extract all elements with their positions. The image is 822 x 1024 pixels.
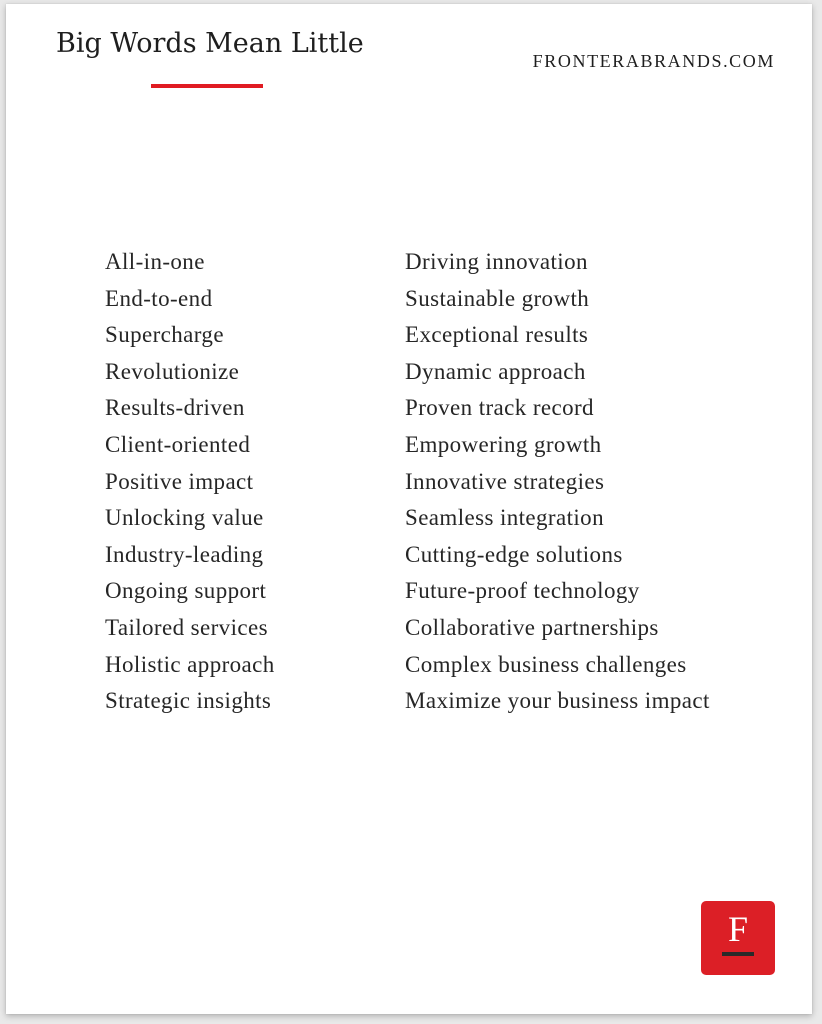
- logo-letter: F: [727, 909, 749, 949]
- buzzword-list-left: [105, 244, 275, 720]
- frontera-logo: [701, 901, 775, 975]
- list-item: Holistic approach: [105, 651, 275, 677]
- list-item: Complex business challenges: [405, 651, 687, 677]
- list-item: Revolutionize: [105, 358, 240, 384]
- list-item: Empowering growth: [405, 431, 602, 457]
- list-item: Seamless integration: [405, 505, 604, 531]
- page-title: Big Words Mean Little: [56, 28, 364, 59]
- list-item: Collaborative partnerships: [405, 614, 659, 640]
- list-item: Sustainable growth: [405, 285, 590, 311]
- list-item: Cutting-edge solutions: [405, 541, 623, 567]
- list-item: Tailored services: [105, 614, 268, 640]
- logo-underline: [722, 952, 754, 956]
- list-item: Industry-leading: [105, 541, 264, 567]
- list-item: Maximize your business impact: [405, 688, 710, 714]
- list-item: Innovative strategies: [405, 468, 605, 494]
- buzzword-list-right: [405, 244, 710, 720]
- list-item: Future-proof technology: [405, 578, 640, 604]
- title-underline: [151, 84, 263, 88]
- list-item: Strategic insights: [105, 688, 272, 714]
- list-item: Results-driven: [105, 395, 245, 421]
- list-item: End-to-end: [105, 285, 213, 311]
- list-item: Client-oriented: [105, 431, 251, 457]
- list-item: Exceptional results: [405, 322, 589, 348]
- list-item: Unlocking value: [105, 505, 264, 531]
- list-item: Positive impact: [105, 468, 254, 494]
- list-item: Supercharge: [105, 322, 224, 348]
- list-item: Ongoing support: [105, 578, 267, 604]
- document-page: [6, 4, 812, 1014]
- website-label: FRONTERABRANDS.COM: [532, 51, 775, 71]
- list-item: Driving innovation: [405, 249, 588, 274]
- list-item: Dynamic approach: [405, 358, 586, 384]
- list-item: All-in-one: [105, 249, 205, 274]
- list-item: Proven track record: [405, 395, 594, 421]
